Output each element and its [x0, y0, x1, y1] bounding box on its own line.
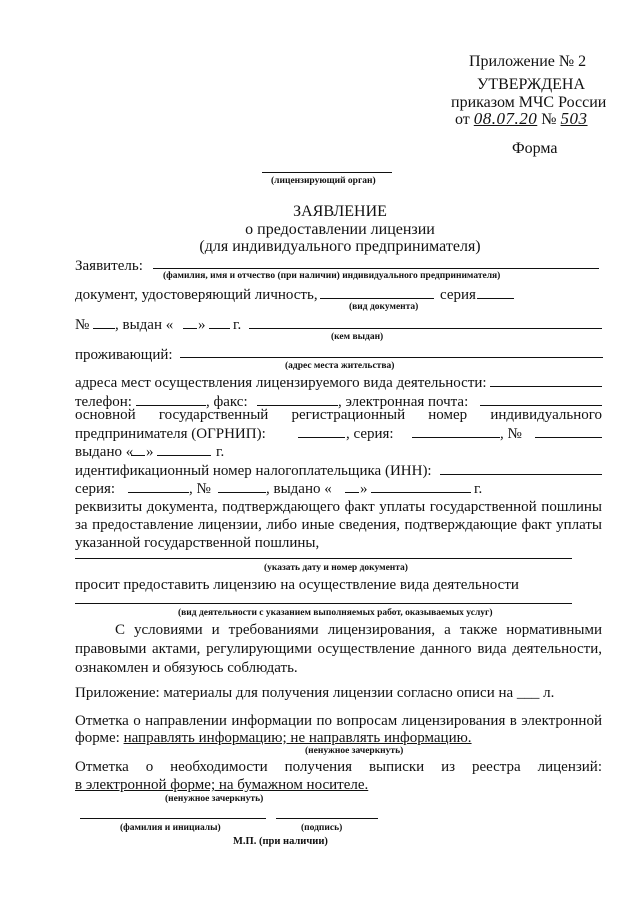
ogrnip-day-line [131, 455, 145, 456]
conditions-line-1: С условиями и требованиями лицензирования, а также нормативными [115, 622, 602, 638]
conditions-line-3: ознакомлен и обязуюсь соблюдать. [75, 660, 298, 676]
stamp-caption: М.П. (при наличии) [233, 836, 328, 847]
residing-label: проживающий: [75, 347, 173, 363]
order-date-line [455, 110, 588, 128]
conditions-line-2: правовыми актами, регулирующими осуществление данного вида деятельности, [75, 641, 602, 657]
issued-label: , выдан « [115, 317, 174, 333]
title-subline-1: о предоставлении лицензии [245, 221, 435, 238]
activity-address-line [490, 386, 602, 387]
appendix-number: Приложение № 2 [469, 53, 587, 70]
ogrnip-month-line [157, 455, 211, 456]
applicant-line [153, 268, 599, 269]
notice-options: направлять информацию; не направлять информацию. [123, 730, 472, 746]
notice-line-1: Отметка о направлении информации по вопросам лицензирования в электронной [75, 713, 602, 729]
activity-address-label: адреса мест осуществления лицензируемого вида деятельности: [75, 375, 487, 391]
fax-line [257, 405, 338, 406]
inn-series-line [128, 492, 189, 493]
issued-by-line [249, 328, 602, 329]
inn-year-label: г. [474, 481, 483, 497]
notice-line-2 [75, 730, 472, 747]
ogrnip-label: предпринимателя (ОГРНИП): [75, 426, 266, 442]
inn-series-label: серия: [75, 481, 116, 497]
series-line [477, 298, 514, 299]
handwritten-date: 08.07.20 [473, 109, 538, 128]
ogrnip-series-label: , серия: [346, 426, 394, 442]
name-line [80, 818, 266, 819]
fee-line-3: указанной государственной пошлины, [75, 535, 320, 551]
doc-kind-caption: (вид документа) [349, 302, 419, 312]
request-text: просит предоставить лицензию на осуществление вида деятельности [75, 577, 519, 593]
activity-type-line [75, 603, 572, 604]
number-prefix: № [541, 111, 557, 128]
ogrnip-quote-close: » [146, 444, 154, 460]
fax-label: , факс: [206, 394, 248, 410]
email-label: , электронная почта: [338, 394, 469, 410]
inn-issued-label: , выдано « [266, 481, 332, 497]
ogrnip-value-line [298, 437, 345, 438]
applicant-caption: (фамилия, имя и отчество (при наличии) индивидуального предпринимателя) [163, 271, 501, 281]
phone-label: телефон: [75, 394, 132, 410]
email-line [480, 405, 602, 406]
issued-year-label: г. [233, 317, 242, 333]
extract-line-1: Отметка о необходимости получения выписки из реестра лицензий: [75, 759, 602, 775]
id-doc-label: документ, удостоверяющий личность, [75, 287, 318, 303]
residence-line [180, 357, 603, 358]
inn-number-label: , № [189, 481, 211, 497]
ogrnip-line-1: основной государственный регистрационный номер индивидуального [75, 407, 602, 423]
ogrnip-number-label: , № [500, 426, 522, 442]
inn-day-line [345, 492, 359, 493]
issued-by-caption: (кем выдан) [331, 332, 384, 342]
residence-caption: (адрес места жительства) [285, 361, 395, 371]
fee-document-line [75, 558, 572, 559]
fee-line-2: за предоставление лицензии, либо иные сведения, подтверждающие факт уплаты [75, 517, 602, 533]
document-title: ЗАЯВЛЕНИЕ [293, 203, 387, 220]
date-prefix: от [455, 111, 470, 128]
issued-quote-close: » [198, 317, 206, 333]
notice-prefix: форме: [75, 730, 120, 746]
issued-month-line [209, 328, 230, 329]
title-subline-2: (для индивидуального предпринимателя) [199, 238, 481, 255]
ogrnip-issued-label: выдано « [75, 444, 134, 460]
applicant-label: Заявитель: [75, 258, 143, 274]
series-label: серия [440, 287, 476, 303]
inn-number-line [218, 492, 266, 493]
inn-label: идентификационный номер налогоплательщика (ИНН): [75, 463, 432, 479]
phone-line [136, 405, 206, 406]
attachment-pages-blank: ___ [516, 685, 540, 701]
inn-line [440, 474, 602, 475]
activity-caption: (вид деятельности с указанием выполняемых работ, оказываемых услуг) [178, 608, 493, 618]
doc-number-line [93, 328, 115, 329]
inn-quote-close: » [360, 481, 368, 497]
order-label: приказом МЧС России [451, 94, 607, 111]
fee-line-1: реквизиты документа, подтверждающего факт уплаты государственной пошлины [75, 499, 602, 515]
signature-caption: (подпись) [301, 823, 343, 833]
extract-caption: (ненужное зачеркнуть) [165, 794, 264, 804]
id-doc-kind-line [320, 298, 434, 299]
issued-day-line [183, 328, 197, 329]
ogrnip-year-label: г. [216, 444, 225, 460]
approved-label: УТВЕРЖДЕНА [477, 76, 586, 93]
attachment-line [75, 685, 554, 702]
attachment-text: Приложение: материалы для получения лицензии согласно описи на [75, 685, 514, 701]
ogrnip-number-line [535, 437, 602, 438]
handwritten-number: 503 [560, 109, 588, 128]
name-caption: (фамилия и инициалы) [120, 823, 221, 833]
form-label: Форма [512, 140, 558, 157]
doc-number-label: № [75, 317, 90, 333]
notice-caption: (ненужное зачеркнуть) [305, 746, 404, 756]
extract-options: в электронной форме; на бумажном носителе. [75, 777, 369, 793]
fee-caption: (указать дату и номер документа) [264, 563, 408, 573]
inn-month-line [371, 492, 471, 493]
ogrnip-series-line [412, 437, 500, 438]
authority-caption: (лицензирующий орган) [271, 176, 376, 186]
signature-line [276, 818, 378, 819]
attachment-unit: л. [543, 685, 555, 701]
authority-line [262, 172, 392, 173]
